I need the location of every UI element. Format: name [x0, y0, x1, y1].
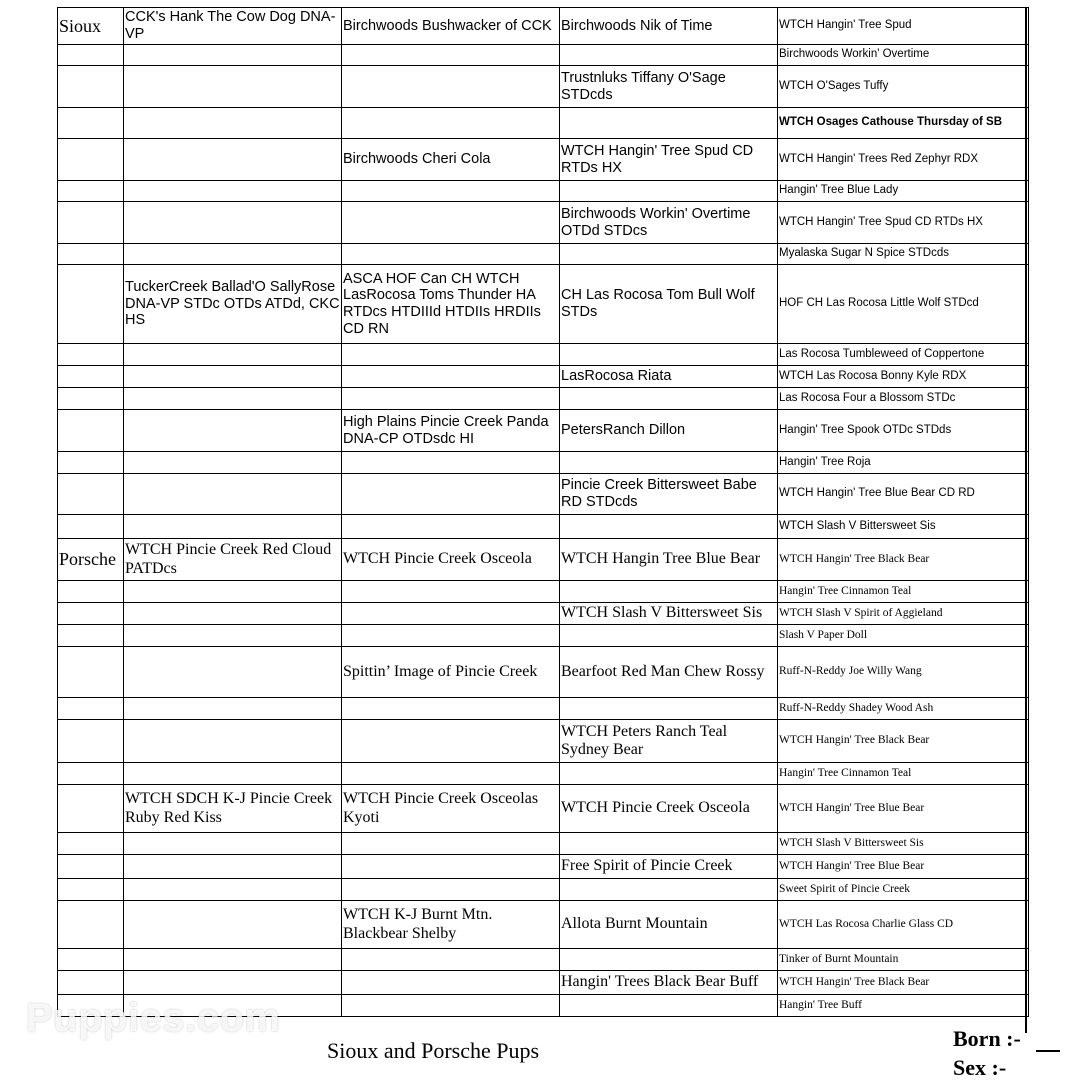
great-great-grandparent-cell: Sweet Spirit of Pincie Creek: [778, 879, 1029, 901]
dog-name-cell: [58, 452, 124, 474]
table-row: [58, 8, 1029, 45]
table-row: [58, 581, 1029, 603]
great-great-grandparent-cell: HOF CH Las Rocosa Little Wolf STDcd: [778, 265, 1029, 344]
parent-cell: [124, 108, 342, 139]
table-row: [58, 265, 1029, 344]
great-grandparent-cell: PetersRanch Dillon: [560, 410, 778, 452]
grandparent-cell: [342, 698, 560, 720]
great-grandparent-cell: WTCH Hangin' Tree Spud CD RTDs HX: [560, 139, 778, 181]
parent-cell: [124, 698, 342, 720]
great-great-grandparent-cell: Hangin' Tree Roja: [778, 452, 1029, 474]
grandparent-cell: Spittin’ Image of Pincie Creek: [342, 647, 560, 698]
born-blank-line: [1036, 1050, 1060, 1052]
great-great-grandparent-cell: WTCH Hangin' Tree Blue Bear: [778, 785, 1029, 833]
great-grandparent-cell: Hangin' Trees Black Bear Buff: [560, 971, 778, 995]
grandparent-cell: [342, 949, 560, 971]
table-row: [58, 879, 1029, 901]
parent-cell: TuckerCreek Ballad'O SallyRose DNA-VP STDc OTDs ATDd, CKC HS: [124, 265, 342, 344]
great-great-grandparent-cell: WTCH Slash V Spirit of Aggieland: [778, 603, 1029, 625]
great-great-grandparent-cell: WTCH Slash V Bittersweet Sis: [778, 515, 1029, 539]
great-grandparent-cell: [560, 515, 778, 539]
parent-cell: [124, 763, 342, 785]
dog-name-cell: [58, 647, 124, 698]
great-great-grandparent-cell: Hangin' Tree Spook OTDc STDds: [778, 410, 1029, 452]
table-row: [58, 698, 1029, 720]
table-row: [58, 139, 1029, 181]
grandparent-cell: Birchwoods Bushwacker of CCK: [342, 8, 560, 45]
grandparent-cell: High Plains Pincie Creek Panda DNA-CP OTDsdc HI: [342, 410, 560, 452]
grandparent-cell: Birchwoods Cheri Cola: [342, 139, 560, 181]
grandparent-cell: [342, 181, 560, 202]
great-great-grandparent-cell: WTCH Hangin' Tree Blue Bear CD RD: [778, 474, 1029, 515]
parent-cell: [124, 971, 342, 995]
great-grandparent-cell: [560, 995, 778, 1017]
dog-name-cell: [58, 388, 124, 410]
dog-name-cell: [58, 66, 124, 108]
great-grandparent-cell: Free Spirit of Pincie Creek: [560, 855, 778, 879]
great-grandparent-cell: LasRocosa Riata: [560, 366, 778, 388]
dog-name-cell: [58, 474, 124, 515]
great-grandparent-cell: Birchwoods Nik of Time: [560, 8, 778, 45]
dog-name-cell: Porsche: [58, 539, 124, 581]
parent-cell: [124, 855, 342, 879]
sex-label: Sex :-: [953, 1055, 1007, 1080]
table-row: [58, 833, 1029, 855]
parent-cell: WTCH Pincie Creek Red Cloud PATDcs: [124, 539, 342, 581]
great-great-grandparent-cell: Las Rocosa Tumbleweed of Coppertone: [778, 344, 1029, 366]
great-grandparent-cell: [560, 581, 778, 603]
parent-cell: [124, 833, 342, 855]
table-row: [58, 971, 1029, 995]
grandparent-cell: [342, 625, 560, 647]
table-row: [58, 647, 1029, 698]
parent-cell: [124, 625, 342, 647]
great-grandparent-cell: Birchwoods Workin' Overtime OTDd STDcs: [560, 202, 778, 244]
grandparent-cell: WTCH K-J Burnt Mtn. Blackbear Shelby: [342, 901, 560, 949]
table-row: [58, 344, 1029, 366]
great-great-grandparent-cell: WTCH Hangin' Tree Black Bear: [778, 539, 1029, 581]
parent-cell: [124, 581, 342, 603]
pedigree-table: [57, 7, 1029, 1017]
dog-name-cell: [58, 202, 124, 244]
great-grandparent-cell: Allota Burnt Mountain: [560, 901, 778, 949]
dog-name-cell: [58, 45, 124, 66]
great-great-grandparent-cell: Myalaska Sugar N Spice STDcds: [778, 244, 1029, 265]
table-row: [58, 474, 1029, 515]
grandparent-cell: [342, 581, 560, 603]
parent-cell: [124, 181, 342, 202]
grandparent-cell: [342, 763, 560, 785]
great-grandparent-cell: Pincie Creek Bittersweet Babe RD STDcds: [560, 474, 778, 515]
table-row: [58, 763, 1029, 785]
grandparent-cell: [342, 45, 560, 66]
great-great-grandparent-cell: Ruff-N-Reddy Shadey Wood Ash: [778, 698, 1029, 720]
dog-name-cell: Sioux: [58, 8, 124, 45]
great-grandparent-cell: CH Las Rocosa Tom Bull Wolf STDs: [560, 265, 778, 344]
page-caption: Sioux and Porsche Pups: [327, 1038, 540, 1063]
grandparent-cell: [342, 971, 560, 995]
great-great-grandparent-cell: WTCH O'Sages Tuffy: [778, 66, 1029, 108]
parent-cell: [124, 366, 342, 388]
table-row: [58, 785, 1029, 833]
table-right-border: [1025, 7, 1027, 1033]
table-row: [58, 603, 1029, 625]
parent-cell: [124, 452, 342, 474]
dog-name-cell: [58, 139, 124, 181]
table-row: [58, 366, 1029, 388]
great-great-grandparent-cell: WTCH Hangin' Tree Spud: [778, 8, 1029, 45]
parent-cell: [124, 949, 342, 971]
great-grandparent-cell: [560, 344, 778, 366]
table-row: [58, 244, 1029, 265]
parent-cell: [124, 244, 342, 265]
great-grandparent-cell: [560, 181, 778, 202]
great-grandparent-cell: [560, 244, 778, 265]
great-great-grandparent-cell: WTCH Las Rocosa Charlie Glass CD: [778, 901, 1029, 949]
parent-cell: [124, 202, 342, 244]
great-grandparent-cell: [560, 833, 778, 855]
grandparent-cell: [342, 720, 560, 763]
great-great-grandparent-cell: WTCH Hangin' Tree Blue Bear: [778, 855, 1029, 879]
great-grandparent-cell: [560, 108, 778, 139]
grandparent-cell: WTCH Pincie Creek Osceolas Kyoti: [342, 785, 560, 833]
parent-cell: [124, 474, 342, 515]
great-grandparent-cell: Trustnluks Tiffany O'Sage STDcds: [560, 66, 778, 108]
parent-cell: [124, 901, 342, 949]
great-great-grandparent-cell: Hangin' Tree Cinnamon Teal: [778, 763, 1029, 785]
great-grandparent-cell: [560, 625, 778, 647]
table-row: [58, 949, 1029, 971]
parent-cell: [124, 879, 342, 901]
great-grandparent-cell: [560, 388, 778, 410]
parent-cell: [124, 139, 342, 181]
dog-name-cell: [58, 763, 124, 785]
watermark: Puppies.com: [26, 996, 281, 1040]
great-grandparent-cell: WTCH Peters Ranch Teal Sydney Bear: [560, 720, 778, 763]
dog-name-cell: [58, 265, 124, 344]
grandparent-cell: [342, 66, 560, 108]
great-grandparent-cell: [560, 949, 778, 971]
great-great-grandparent-cell: WTCH Hangin' Trees Red Zephyr RDX: [778, 139, 1029, 181]
great-grandparent-cell: [560, 698, 778, 720]
table-row: [58, 66, 1029, 108]
dog-name-cell: [58, 581, 124, 603]
parent-cell: [124, 603, 342, 625]
dog-name-cell: [58, 603, 124, 625]
dog-name-cell: [58, 720, 124, 763]
grandparent-cell: ASCA HOF Can CH WTCH LasRocosa Toms Thunder HA RTDcs HTDIIId HTDIIs HRDIIs CD RN: [342, 265, 560, 344]
table-row: [58, 452, 1029, 474]
grandparent-cell: [342, 855, 560, 879]
grandparent-cell: [342, 879, 560, 901]
table-row: [58, 410, 1029, 452]
great-great-grandparent-cell: Hangin' Tree Cinnamon Teal: [778, 581, 1029, 603]
parent-cell: [124, 45, 342, 66]
great-grandparent-cell: Bearfoot Red Man Chew Rossy: [560, 647, 778, 698]
dog-name-cell: [58, 855, 124, 879]
table-row: [58, 720, 1029, 763]
grandparent-cell: [342, 366, 560, 388]
parent-cell: [124, 388, 342, 410]
grandparent-cell: [342, 344, 560, 366]
dog-name-cell: [58, 971, 124, 995]
dog-name-cell: [58, 879, 124, 901]
great-great-grandparent-cell: Las Rocosa Four a Blossom STDc: [778, 388, 1029, 410]
great-great-grandparent-cell: Ruff-N-Reddy Joe Willy Wang: [778, 647, 1029, 698]
dog-name-cell: [58, 244, 124, 265]
table-row: [58, 855, 1029, 879]
great-grandparent-cell: [560, 763, 778, 785]
grandparent-cell: [342, 452, 560, 474]
great-grandparent-cell: [560, 879, 778, 901]
table-row: [58, 515, 1029, 539]
great-great-grandparent-cell: Slash V Paper Doll: [778, 625, 1029, 647]
dog-name-cell: [58, 108, 124, 139]
dog-name-cell: [58, 344, 124, 366]
great-great-grandparent-cell: Tinker of Burnt Mountain: [778, 949, 1029, 971]
parent-cell: [124, 647, 342, 698]
grandparent-cell: [342, 833, 560, 855]
table-row: [58, 181, 1029, 202]
grandparent-cell: [342, 515, 560, 539]
parent-cell: CCK's Hank The Cow Dog DNA-VP: [124, 8, 342, 45]
parent-cell: [124, 66, 342, 108]
great-grandparent-cell: [560, 452, 778, 474]
dog-name-cell: [58, 181, 124, 202]
grandparent-cell: [342, 388, 560, 410]
parent-cell: WTCH SDCH K-J Pincie Creek Ruby Red Kiss: [124, 785, 342, 833]
great-great-grandparent-cell: WTCH Osages Cathouse Thursday of SB: [778, 108, 1029, 139]
great-great-grandparent-cell: Hangin' Tree Buff: [778, 995, 1029, 1017]
grandparent-cell: [342, 995, 560, 1017]
table-row: [58, 901, 1029, 949]
parent-cell: [124, 410, 342, 452]
table-row: [58, 388, 1029, 410]
parent-cell: [124, 720, 342, 763]
parent-cell: [124, 515, 342, 539]
great-great-grandparent-cell: WTCH Hangin' Tree Black Bear: [778, 971, 1029, 995]
dog-name-cell: [58, 625, 124, 647]
dog-name-cell: [58, 833, 124, 855]
table-row: [58, 202, 1029, 244]
dog-name-cell: [58, 785, 124, 833]
great-great-grandparent-cell: WTCH Slash V Bittersweet Sis: [778, 833, 1029, 855]
dog-name-cell: [58, 515, 124, 539]
great-grandparent-cell: WTCH Hangin Tree Blue Bear: [560, 539, 778, 581]
table-row: [58, 625, 1029, 647]
grandparent-cell: WTCH Pincie Creek Osceola: [342, 539, 560, 581]
grandparent-cell: [342, 244, 560, 265]
great-grandparent-cell: WTCH Pincie Creek Osceola: [560, 785, 778, 833]
grandparent-cell: [342, 202, 560, 244]
dog-name-cell: [58, 410, 124, 452]
great-great-grandparent-cell: WTCH Hangin' Tree Spud CD RTDs HX: [778, 202, 1029, 244]
grandparent-cell: [342, 603, 560, 625]
great-great-grandparent-cell: Birchwoods Workin' Overtime: [778, 45, 1029, 66]
dog-name-cell: [58, 949, 124, 971]
great-great-grandparent-cell: WTCH Hangin' Tree Black Bear: [778, 720, 1029, 763]
dog-name-cell: [58, 366, 124, 388]
dog-name-cell: [58, 901, 124, 949]
great-great-grandparent-cell: Hangin' Tree Blue Lady: [778, 181, 1029, 202]
table-row: [58, 45, 1029, 66]
born-label: Born :-: [953, 1026, 1021, 1051]
table-row: [58, 108, 1029, 139]
table-row: [58, 539, 1029, 581]
great-great-grandparent-cell: WTCH Las Rocosa Bonny Kyle RDX: [778, 366, 1029, 388]
parent-cell: [124, 344, 342, 366]
great-grandparent-cell: [560, 45, 778, 66]
dog-name-cell: [58, 698, 124, 720]
grandparent-cell: [342, 474, 560, 515]
great-grandparent-cell: WTCH Slash V Bittersweet Sis: [560, 603, 778, 625]
grandparent-cell: [342, 108, 560, 139]
